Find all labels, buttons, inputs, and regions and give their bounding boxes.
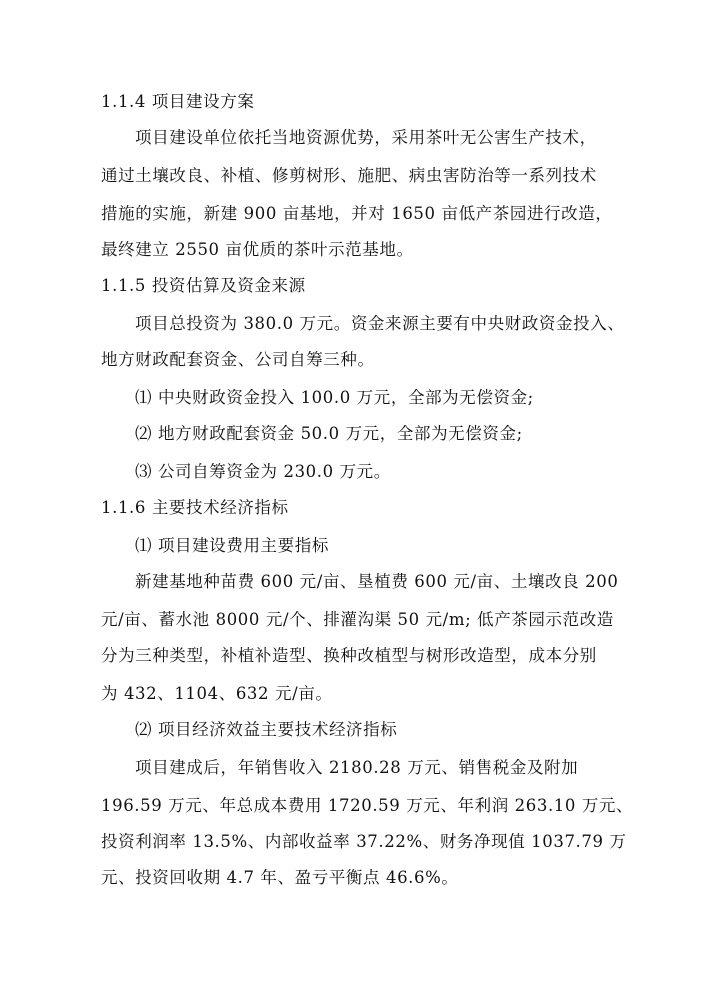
list-item: ⑵ 地方财政配套资金 50.0 万元，全部为无偿资金; [135, 424, 523, 443]
paragraph-line: 元、投资回收期 4.7 年、盈亏平衡点 46.6%。 [101, 868, 459, 887]
section-heading-1-1-4: 1.1.4 项目建设方案 [101, 92, 255, 111]
section-heading-1-1-6: 1.1.6 主要技术经济指标 [101, 498, 289, 517]
paragraph-line: 项目总投资为 380.0 万元。资金来源主要有中央财政资金投入、 [135, 314, 625, 333]
list-item: ⑴ 中央财政资金投入 100.0 万元，全部为无偿资金; [135, 388, 534, 407]
paragraph-line: 地方财政配套资金、公司自筹三种。 [101, 350, 375, 369]
paragraph-line: 新建基地种苗费 600 元/亩、垦植费 600 元/亩、土壤改良 200 [135, 572, 619, 591]
paragraph-line: 项目建设单位依托当地资源优势，采用茶叶无公害生产技术， [135, 128, 597, 147]
subsection-heading: ⑴ 项目建设费用主要指标 [135, 536, 329, 555]
paragraph-line: 项目建成后，年销售收入 2180.28 万元、销售税金及附加 [135, 758, 579, 777]
paragraph-line: 措施的实施，新建 900 亩基地，并对 1650 亩低产茶园进行改造， [101, 204, 613, 223]
list-item: ⑶ 公司自筹资金为 230.0 万元。 [135, 462, 391, 481]
paragraph-line: 投资利润率 13.5%、内部收益率 37.22%、财务净现值 1037.79 万 [101, 832, 627, 851]
paragraph-line: 分为三种类型，补植补造型、换种改植型与树形改造型，成本分别 [101, 646, 597, 665]
paragraph-line: 元/亩、蓄水池 8000 元/个、排灌沟渠 50 元/m; 低产茶园示范改造 [101, 610, 614, 629]
paragraph-line: 196.59 万元、年总成本费用 1720.59 万元、年利润 263.10 万元、 [101, 796, 634, 815]
paragraph-line: 为 432、1104、632 元/亩。 [101, 684, 333, 703]
subsection-heading: ⑵ 项目经济效益主要技术经济指标 [135, 720, 398, 739]
section-heading-1-1-5: 1.1.5 投资估算及资金来源 [101, 276, 306, 295]
paragraph-line: 最终建立 2550 亩优质的茶叶示范基地。 [101, 240, 414, 259]
paragraph-line: 通过土壤改良、补植、修剪树形、施肥、病虫害防治等一系列技术 [101, 166, 597, 185]
